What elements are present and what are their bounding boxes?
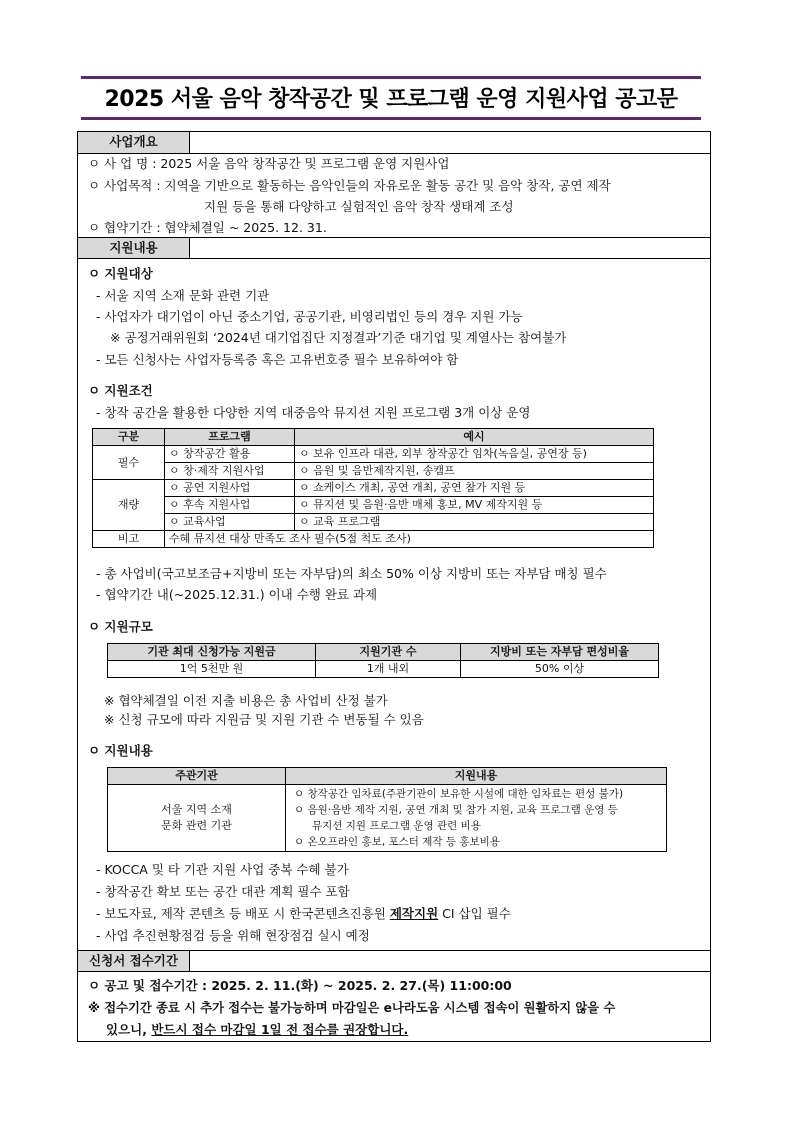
support-line: - 창작공간 확보 또는 공간 대관 계획 필수 포함: [96, 884, 350, 899]
overview-name: ㅇ 사 업 명 : 2025 서울 음악 창작공간 및 프로그램 운영 지원사업: [88, 156, 450, 171]
support-heading: ㅇ 지원내용: [88, 743, 153, 758]
support-item: ㅇ 창작공간 임차료(주관기관이 보유한 시설에 대한 임차료는 편성 불가): [294, 788, 624, 800]
conditions-table: [92, 428, 654, 548]
example-cell: ㅇ 교육 프로그램: [295, 514, 654, 531]
section-overview-header: [78, 132, 710, 154]
table-header: 주관기관: [108, 768, 286, 785]
target-heading: ㅇ 지원대상: [88, 266, 153, 281]
support-item: ㅇ 음원·음반 제작 지원, 공연 개최 및 참가 지원, 교육 프로그램 운영 등: [294, 804, 618, 816]
support-ci-text-end: CI 삽입 필수: [438, 906, 511, 921]
apply-period: ㅇ 공고 및 접수기간 : 2025. 2. 11.(화) ~ 2025. 2. 27.(목) 11:00:00: [88, 978, 512, 993]
table-row: [93, 514, 654, 531]
target-line: - 모든 신청사는 사업자등록증 혹은 고유번호증 필수 보유하여야 함: [96, 352, 459, 367]
table-header-row: [108, 644, 659, 661]
example-cell: ㅇ 뮤지션 및 음원·음반 매체 홍보, MV 제작지원 등: [295, 497, 654, 514]
support-line: - KOCCA 및 타 기관 지원 사업 중복 수혜 불가: [96, 862, 349, 877]
matching-ratio-value: 50% 이상: [461, 661, 659, 678]
max-grant-value: 1억 5천만 원: [108, 661, 316, 678]
table-header: 구분: [93, 429, 165, 446]
section-label: 사업개요: [78, 132, 190, 153]
example-cell: ㅇ 보유 인프라 대관, 외부 창작공간 임차(녹음실, 공연장 등): [295, 446, 654, 463]
support-ci-emphasis: 제작지원: [389, 906, 439, 921]
table-header: 프로그램: [165, 429, 295, 446]
overview-purpose: ㅇ 사업목적 : 지역을 기반으로 활동하는 음악인들의 자유로운 활동 공간 및 음악 창작, 공연 제작: [88, 178, 611, 193]
program-cell: ㅇ 후속 지원사업: [165, 497, 295, 514]
overview-period: ㅇ 협약기간 : 협약체결일 ~ 2025. 12. 31.: [88, 220, 327, 235]
apply-warning: ※ 접수기간 종료 시 추가 접수는 불가능하며 마감일은 e나라도움 시스템 접속이 원활하지 않을 수: [88, 1001, 616, 1015]
apply-warning-cont: [106, 1022, 408, 1038]
apply-warning-emphasis: 반드시 접수 마감일 1일 전 접수를 권장합니다.: [151, 1022, 409, 1037]
support-line: - 사업 추진현황점검 등을 위해 현장점검 실시 예정: [96, 928, 370, 943]
table-row: [93, 480, 654, 497]
organizer-line: 서울 지역 소재: [161, 803, 232, 816]
support-ci-line: [96, 906, 511, 922]
organizer-cell: [108, 785, 286, 852]
program-cell: ㅇ 교육사업: [165, 514, 295, 531]
support-items-cell: [286, 785, 667, 852]
section-label: 신청서 접수기간: [78, 951, 190, 971]
example-cell: ㅇ 쇼케이스 개최, 공연 개최, 공연 참가 지원 등: [295, 480, 654, 497]
support-item-cont: 뮤지션 지원 프로그램 운영 관련 비용: [312, 820, 481, 832]
title-bar: [81, 76, 701, 120]
table-header-row: [108, 768, 667, 785]
target-line: - 서울 지역 소재 문화 관련 기관: [96, 288, 270, 303]
table-header: 기관 최대 신청가능 지원금: [108, 644, 316, 661]
note-cell: 수혜 뮤지션 대상 만족도 조사 필수(5점 척도 조사): [165, 531, 654, 548]
org-count-value: 1개 내외: [316, 661, 461, 678]
table-row: [93, 531, 654, 548]
table-header: 지원내용: [286, 768, 667, 785]
section-label: 지원내용: [78, 238, 190, 258]
title-top-rule: [81, 76, 701, 79]
target-line: - 사업자가 대기업이 아닌 중소기업, 공공기관, 비영리법인 등의 경우 지원 가능: [96, 309, 523, 324]
table-row: [93, 497, 654, 514]
example-cell: ㅇ 음원 및 음반제작지원, 송캠프: [295, 463, 654, 480]
title-bottom-rule: [81, 117, 701, 120]
section-content-header: [78, 237, 710, 259]
program-cell: ㅇ 공연 지원사업: [165, 480, 295, 497]
table-row: [108, 661, 659, 678]
conditions-line: - 창작 공간을 활용한 다양한 지역 대중음악 뮤지션 지원 프로그램 3개 이상 운영: [96, 405, 531, 420]
table-header: 지원기관 수: [316, 644, 461, 661]
page-title: 2025 서울 음악 창작공간 및 프로그램 운영 지원사업 공고문: [104, 87, 678, 112]
table-row: [108, 785, 667, 852]
program-cell: ㅇ 창·제작 지원사업: [165, 463, 295, 480]
row-category: 재량: [93, 480, 165, 531]
scale-note: ※ 협약체결일 이전 지출 비용은 총 사업비 산정 불가: [104, 693, 388, 708]
table-row: [93, 446, 654, 463]
overview-purpose-cont: 지원 등을 통해 다양하고 실험적인 음악 창작 생태계 조성: [204, 199, 514, 214]
target-note: ※ 공정거래위원회 ‘2024년 대기업집단 지정결과’기준 대기업 및 계열사는 참여불가: [110, 330, 567, 345]
scale-table: [107, 643, 659, 678]
support-table: [107, 767, 667, 852]
table-header: 지방비 또는 자부담 편성비율: [461, 644, 659, 661]
row-category: 필수: [93, 446, 165, 480]
apply-warning-text: 있으니,: [106, 1022, 152, 1037]
support-ci-text: - 보도자료, 제작 콘텐츠 등 배포 시 한국콘텐츠진흥원: [96, 906, 390, 921]
table-header-row: [93, 429, 654, 446]
notice-frame: [77, 131, 711, 1042]
scale-note: ※ 신청 규모에 따라 지원금 및 지원 기관 수 변동될 수 있음: [104, 712, 424, 727]
program-cell: ㅇ 창작공간 활용: [165, 446, 295, 463]
conditions-line: - 협약기간 내(~2025.12.31.) 이내 수행 완료 과제: [96, 587, 378, 602]
conditions-line: - 총 사업비(국고보조금+지방비 또는 자부담)의 최소 50% 이상 지방비 또는 자부담 매칭 필수: [96, 566, 607, 581]
section-apply-header: [78, 950, 710, 972]
support-item: ㅇ 온오프라인 홍보, 포스터 제작 등 홍보비용: [294, 836, 500, 848]
table-row: [93, 463, 654, 480]
table-header: 예시: [295, 429, 654, 446]
organizer-line: 문화 관련 기관: [161, 819, 232, 832]
row-category: 비고: [93, 531, 165, 548]
conditions-heading: ㅇ 지원조건: [88, 383, 153, 398]
scale-heading: ㅇ 지원규모: [88, 619, 153, 634]
